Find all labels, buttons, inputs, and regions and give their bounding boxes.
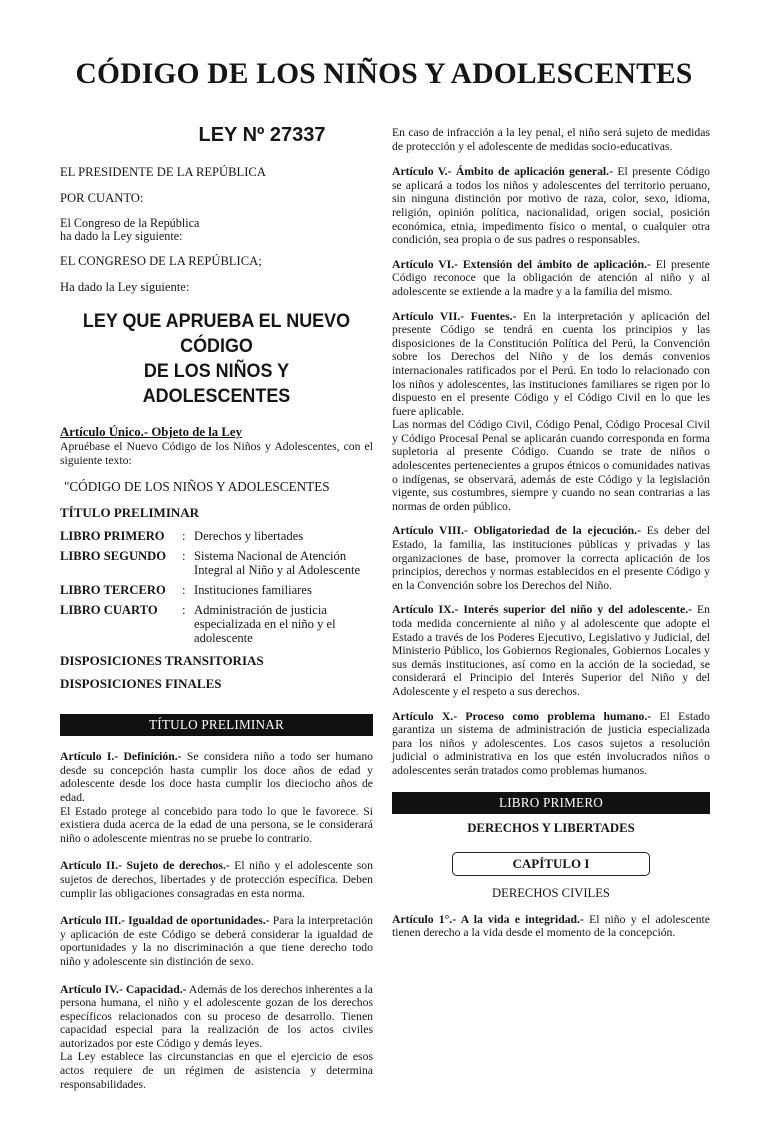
preamble-1: EL PRESIDENTE DE LA REPÚBLICA	[60, 165, 266, 179]
toc-sep-3: :	[182, 583, 186, 598]
ley-number: LEY Nº 27337	[198, 124, 326, 146]
articulo-unico-body: Apruébase el Nuevo Código de los Niños y Adolescentes, con el siguiente texto:	[60, 440, 373, 467]
toc-key-2: LIBRO SEGUNDO	[60, 549, 167, 564]
toc-sep-2: :	[182, 549, 186, 564]
article-viii-body: Es deber del Estado, la familia, las instituciones públicas y privadas y las organizaciones de base, promover la correcta aplicación de los principios, derechos y normas establecidos en el presente Código y en la Convención sobre los Derechos del Niño.	[392, 524, 710, 592]
toc-value-3: Instituciones familiares	[194, 583, 312, 598]
article-vi-heading: Artículo VI.- Extensión del ámbito de aplicación.-	[392, 257, 651, 271]
preamble-3: El Congreso de la República ha dado la Ley siguiente:	[60, 216, 200, 243]
law-title-line-2: DE LOS NIÑOS Y ADOLESCENTES	[142, 360, 291, 407]
toc-key-1: LIBRO PRIMERO	[60, 529, 165, 544]
disposiciones-transitorias: DISPOSICIONES TRANSITORIAS	[60, 653, 264, 669]
derechos-libertades-heading: DERECHOS Y LIBERTADES	[467, 820, 635, 835]
article-iv-heading: Artículo IV.- Capacidad.-	[60, 982, 187, 996]
band-titulo-preliminar: TÍTULO PRELIMINAR	[60, 714, 373, 736]
article-vi	[392, 258, 710, 299]
toc-key-3: LIBRO TERCERO	[60, 583, 166, 598]
codigo-quote: "CÓDIGO DE LOS NIÑOS Y ADOLESCENTES	[64, 479, 330, 495]
band-libro-primero: LIBRO PRIMERO	[392, 792, 710, 814]
article-vii-extra: Las normas del Código Civil, Código Penal, Código Procesal Civil y Código Procesal Penal se aplicarán cuando corresponda en forma supletoria al presente Código. Cuando se trate de niños o adolescentes pertenecientes a grupos étnicos o comunidades nativas o indígenas, se observará, además de este Código y la legislación vigente, sus costumbres, siempre y cuando no sean contrarias a las normas de orden público.	[392, 418, 710, 513]
article-iii-heading: Artículo III.- Igualdad de oportunidades.-	[60, 914, 270, 928]
article-iv-extra: La Ley establece las circunstancias en que el ejercicio de esos actos requiere de un régimen de asistencia y determina responsabilidades.	[60, 1050, 373, 1091]
titulo-preliminar-label: TÍTULO PRELIMINAR	[60, 505, 200, 521]
article-vi-body: El presente Código reconoce que la obligación de atención al niño y al adolescente se extiende a la madre y a la familia del mismo.	[392, 257, 710, 298]
article-i-extra: El Estado protege al concebido para todo lo que le favorece. Si existiera duda acerca de la edad de una persona, se le considerará niño o adolescente mientras no se pruebe lo contrario.	[60, 804, 373, 845]
derechos-civiles-heading: DERECHOS CIVILES	[492, 885, 610, 900]
page-title: CÓDIGO DE LOS NIÑOS Y ADOLESCENTES	[75, 58, 693, 90]
article-vii	[392, 310, 710, 514]
article-x-heading: Artículo X.- Proceso como problema humano.-	[392, 709, 652, 723]
article-ix-body: En toda medida concerniente al niño y al adolescente que adopte el Estado a través de los Poderes Ejecutivo, Legislativo y Judicial, del Ministerio Público, los Gobiernos Regionales, Gobiernos Locales y sus demás instituciones, así como en la acción de la sociedad, se considerará el Principio del Interés Superior del Niño y del Adolescente y el respeto a sus derechos.	[392, 603, 711, 698]
article-ii-heading: Artículo II.- Sujeto de derechos.-	[60, 859, 230, 873]
right-column	[392, 126, 710, 940]
left-column	[60, 120, 373, 1091]
article-vii-body: En la interpretación y aplicación del presente Código se tendrá en cuenta los principios y las disposiciones de la Constitución Política del Perú, la Convención sobre los Derechos del Niño y de los demás convenios internacionales ratificados por el Perú. En todo lo relacionado con los niños y adolescentes, las instituciones familiares se rigen por lo dispuesto en el presente Código y el Código Civil en lo que les fuere aplicable.	[392, 309, 710, 418]
capitulo-box: CAPÍTULO I	[452, 852, 650, 876]
right-intro: En caso de infracción a la ley penal, el niño será sujeto de medidas de protección y el adolescente de medidas socio-educativas.	[392, 126, 710, 153]
article-i-heading: Artículo I.- Definición.-	[60, 750, 182, 764]
article-1-body: El niño y el adolescente tienen derecho a la vida desde el momento de la concepción.	[392, 912, 710, 940]
toc-value-4: Administración de justicia especializada en el niño y el adolescente	[194, 603, 336, 646]
article-ii-body: El niño y el adolescente son sujetos de derechos, libertades y de protección específica. Deben cumplir las obligaciones consagradas en esta norma.	[60, 859, 373, 900]
article-v-heading: Artículo V.- Ámbito de aplicación general.-	[392, 165, 613, 179]
article-1-heading: Artículo 1°.- A la vida e integridad.-	[392, 912, 584, 926]
toc-key-4: LIBRO CUARTO	[60, 603, 158, 618]
article-x-body: El Estado garantiza un sistema de administración de justicia especializada para los niños y adolescentes. Los casos sujetos a resolución judicial o administrativa en los que estén involucrados niños o adolescentes serán tratados como problemas humanos.	[392, 709, 710, 777]
preamble-2: POR CUANTO:	[60, 191, 144, 205]
article-1	[392, 913, 710, 940]
article-iii-body: Para la interpretación y aplicación de este Código se deberá considerar la igualdad de oportunidades y la no discriminación a que tiene derecho todo niño y adolescente sin distinción de sexo.	[60, 914, 373, 968]
article-viii-heading: Artículo VIII.- Obligatoriedad de la ejecución.-	[392, 524, 641, 538]
article-i	[60, 750, 373, 845]
articulo-unico-heading: Artículo Único.- Objeto de la Ley	[60, 425, 242, 439]
article-viii	[392, 524, 710, 592]
article-v	[392, 165, 710, 247]
toc-value-1: Derechos y libertades	[194, 529, 304, 544]
article-iv	[60, 983, 373, 1092]
toc-value-2: Sistema Nacional de Atención Integral al Niño y al Adolescente	[194, 549, 361, 578]
article-x	[392, 710, 710, 778]
article-vii-heading: Artículo VII.- Fuentes.-	[392, 309, 517, 323]
article-ii	[60, 859, 373, 900]
disposiciones-finales: DISPOSICIONES FINALES	[60, 676, 222, 692]
preamble-5: Ha dado la Ley siguiente:	[60, 280, 190, 294]
article-ix-heading: Artículo IX.- Interés superior del niño y del adolescente.-	[392, 603, 693, 617]
article-ix	[392, 603, 710, 698]
law-title-line-1: LEY QUE APRUEBA EL NUEVO CÓDIGO	[82, 310, 351, 357]
preamble-4: EL CONGRESO DE LA REPÚBLICA;	[60, 254, 262, 268]
article-iii	[60, 914, 373, 968]
toc-sep-1: :	[182, 529, 186, 544]
article-iv-body: Además de los derechos inherentes a la persona humana, el niño y el adolescente gozan de los derechos específicos relacionados con su proceso de desarrollo. Tienen capacidad especial para la realización de los actos civiles autorizados por este Código y demás leyes.	[60, 982, 373, 1050]
article-v-body: El presente Código se aplicará a todos los niños y adolescentes del territorio peruano, sin ninguna distinción por motivo de raza, color, sexo, idioma, religión, opinión política, nacionalidad, origen social, posición económica, etnia, impedimento físico o mental, o cualquier otra condición, sea propia o de sus padres o responsables.	[392, 165, 711, 247]
article-i-body: Se considera niño a todo ser humano desde su concepción hasta cumplir los doce años de edad y adolescente desde los doce hasta cumplir los dieciocho años de edad.	[60, 750, 374, 804]
toc-sep-4: :	[182, 603, 186, 618]
book-index	[60, 529, 373, 645]
